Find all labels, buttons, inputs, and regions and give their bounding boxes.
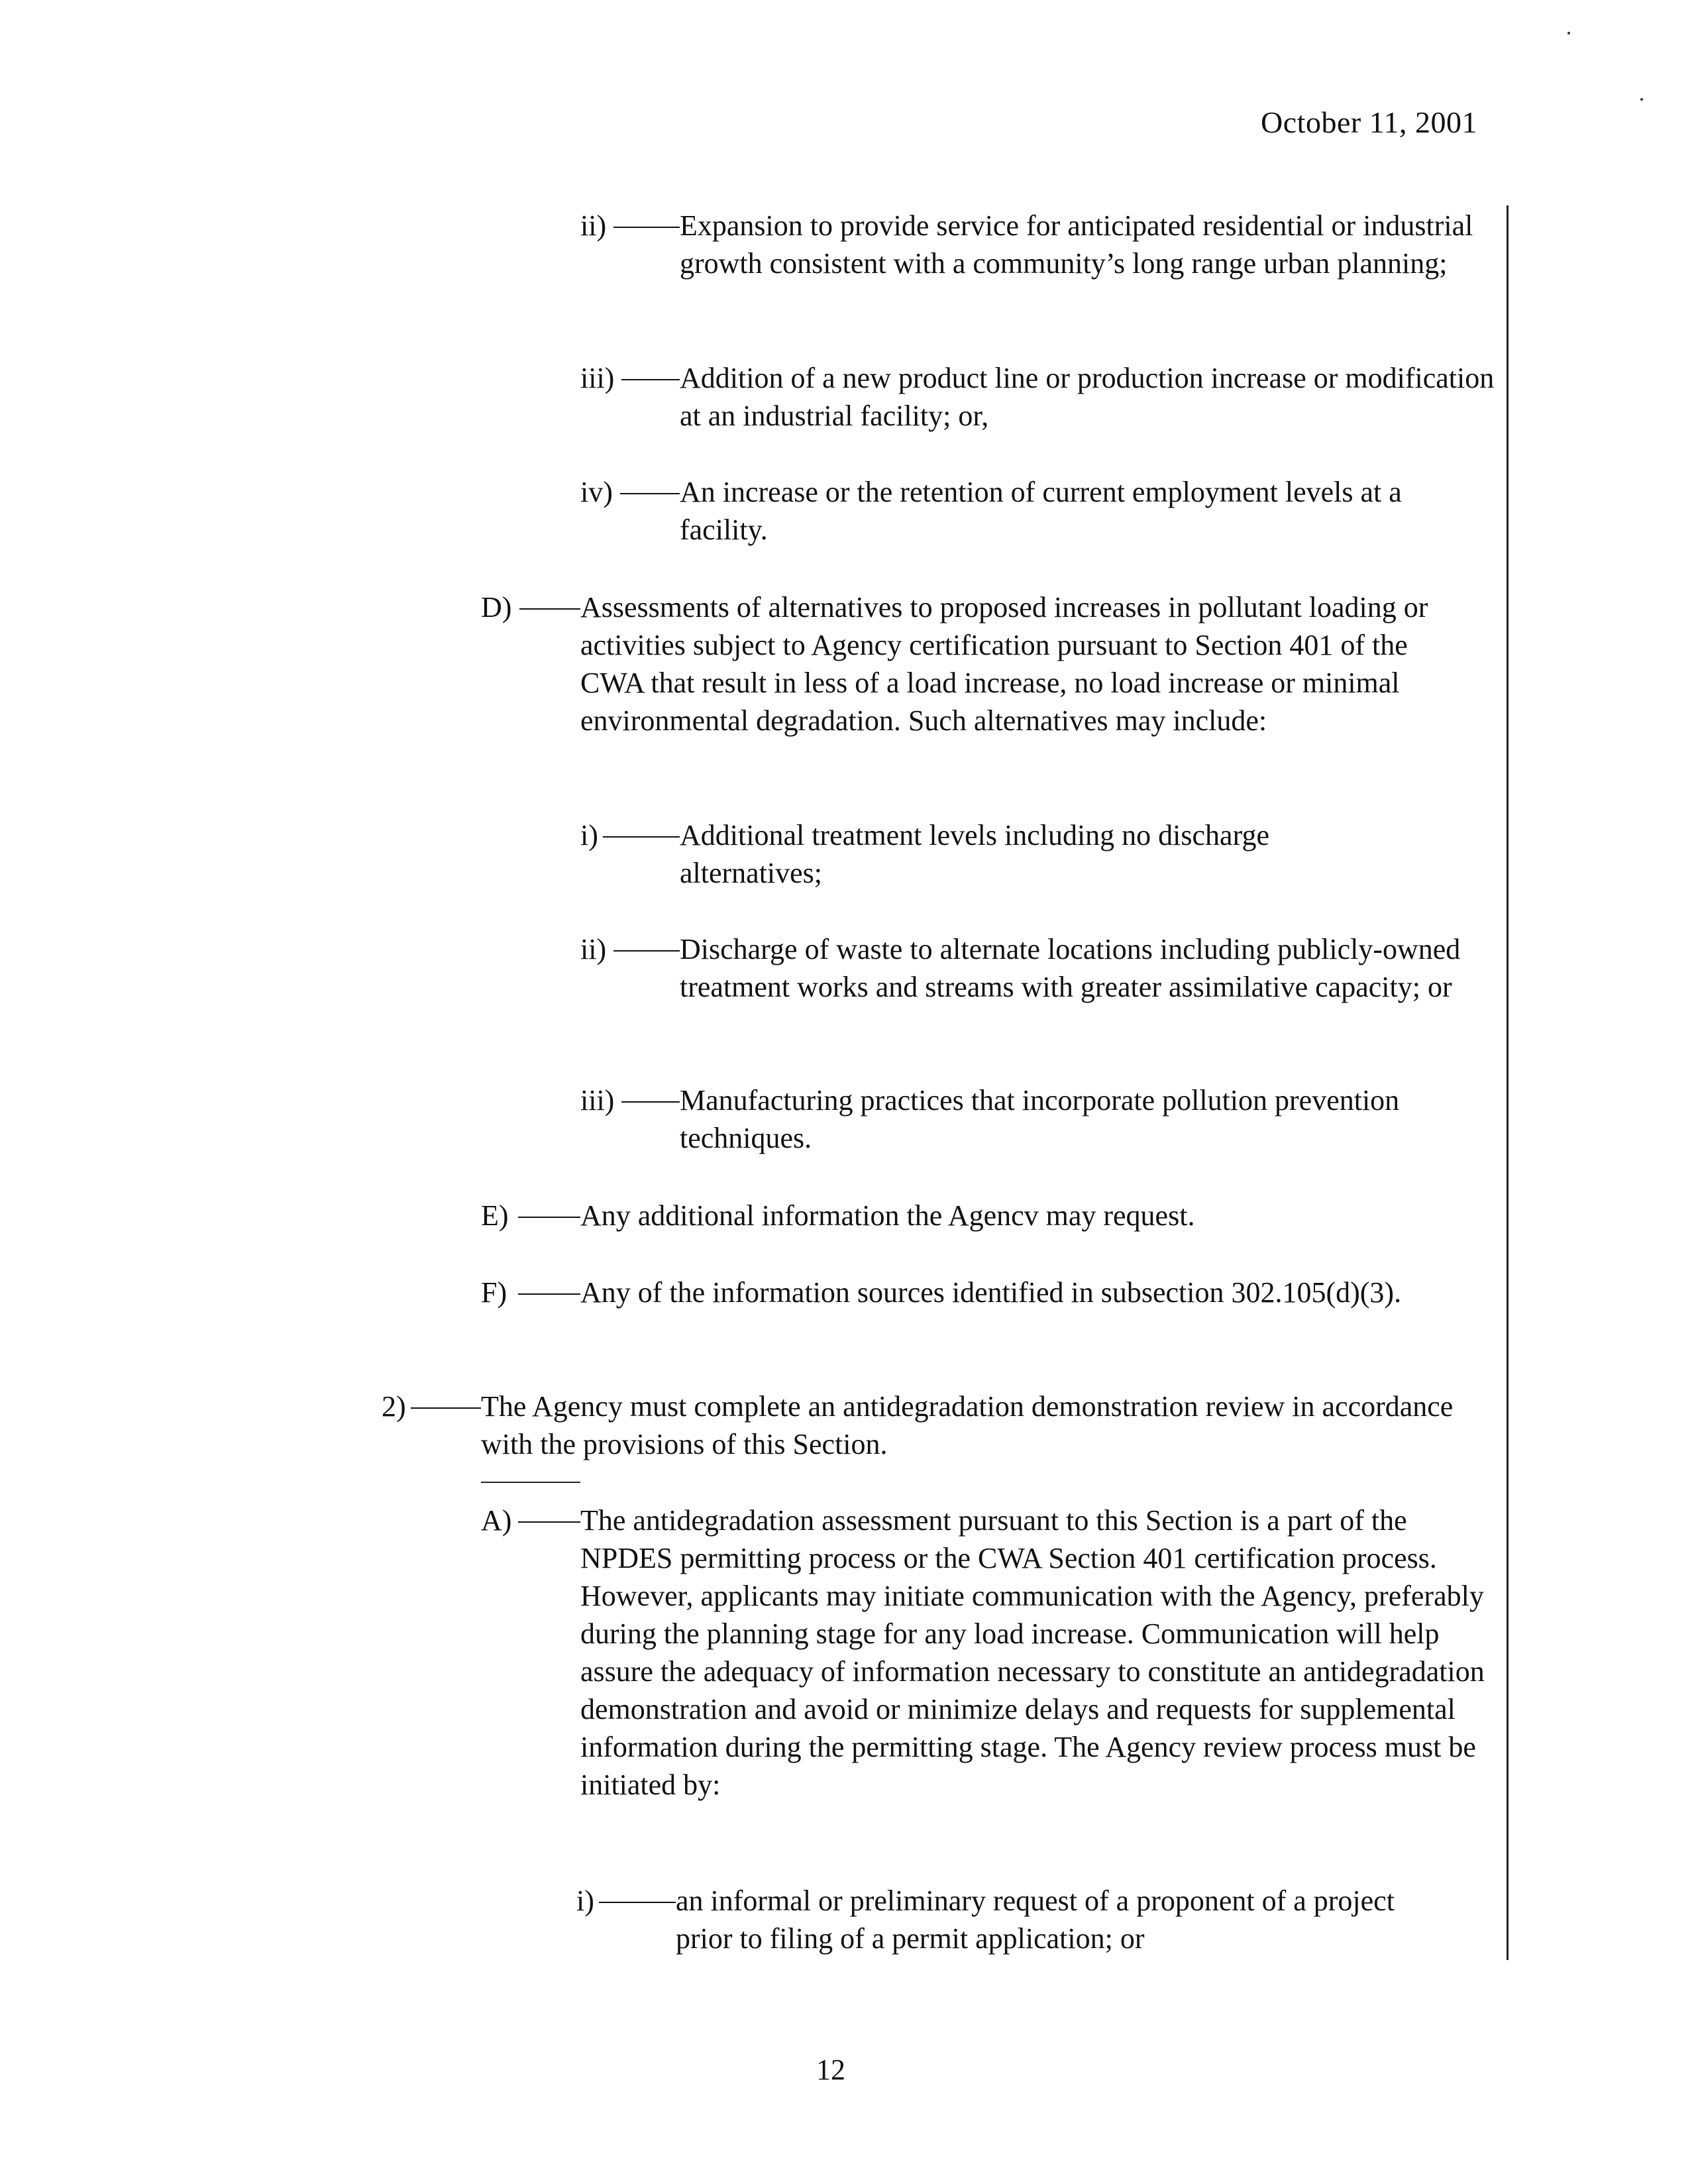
- list-item: [481, 588, 1495, 787]
- scan-speck: [1567, 32, 1570, 34]
- document-date: October 11, 2001: [1261, 105, 1477, 139]
- list-item: [382, 1388, 1501, 1467]
- marker-leader-line: [613, 227, 680, 228]
- item-marker: D): [481, 591, 512, 624]
- revision-change-bar: [1507, 205, 1509, 1960]
- item-marker: A): [481, 1504, 512, 1537]
- list-item: [481, 1502, 1501, 1853]
- item-marker: 2): [382, 1390, 406, 1423]
- list-item: [580, 473, 1488, 553]
- item-text: Any additional information the Agencv may request.: [580, 1199, 1195, 1232]
- marker-leader-line: [518, 1293, 580, 1295]
- item-text: Any of the information sources identified in subsection 302.105(d)(3).: [580, 1276, 1402, 1309]
- marker-leader-line: [519, 608, 580, 610]
- marker-leader-line: [518, 1217, 580, 1218]
- item-text: The antidegradation assessment pursuant to this Section is a part of the NPDES permitting process or the CWA Section 401 certification process. However, applicants may initiate communication with the Agency, preferably during the planning stage for any load increase. Communication will help assure the adequacy of information necessary to constitute an antidegradation demonstration and avoid or minimize delays and requests for supplemental information during the permitting stage. The Agency review process must be initiated by:: [580, 1504, 1485, 1801]
- item-marker: F): [481, 1276, 507, 1309]
- marker-leader-line: [599, 1902, 676, 1903]
- marker-leader-line: [613, 950, 680, 952]
- list-item: [481, 1197, 1495, 1236]
- item-text: Expansion to provide service for anticipated residential or industrial growth consistent with a community’s long range urban planning;: [680, 209, 1473, 280]
- item-text: an informal or preliminary request of a proponent of a project prior to filing of a permit application; or: [676, 1884, 1395, 1955]
- marker-leader-line: [620, 493, 680, 494]
- item-text: An increase or the retention of current employment levels at a facility.: [680, 476, 1402, 546]
- item-text: Discharge of waste to alternate locations including publicly-owned treatment works and streams with greater assimilative capacity; or: [680, 933, 1461, 1003]
- scan-speck: [1640, 98, 1643, 101]
- marker-leader-line: [621, 379, 680, 380]
- list-item: [580, 1081, 1488, 1161]
- marker-leader-line: [518, 1521, 580, 1523]
- item-marker: ii): [580, 933, 607, 965]
- section-divider: [481, 1482, 580, 1483]
- item-marker: i): [580, 819, 598, 851]
- marker-leader-line: [603, 836, 680, 838]
- item-marker: iii): [580, 362, 615, 394]
- item-text: Manufacturing practices that incorporate pollution prevention techniques.: [680, 1084, 1400, 1154]
- list-item: [481, 1274, 1495, 1353]
- item-text: Additional treatment levels including no discharge alternatives;: [680, 819, 1269, 889]
- list-item: [580, 816, 1488, 896]
- item-marker: iv): [580, 476, 613, 508]
- item-marker: iii): [580, 1084, 615, 1117]
- item-marker: i): [576, 1884, 594, 1917]
- list-item: [576, 1882, 1491, 1961]
- item-text: The Agency must complete an antidegradation demonstration review in accordance with the provisions of this Section.: [481, 1390, 1454, 1460]
- page-number: 12: [816, 2053, 845, 2086]
- marker-leader-line: [621, 1101, 680, 1103]
- marker-leader-line: [411, 1407, 481, 1409]
- item-text: Assessments of alternatives to proposed increases in pollutant loading or activities subject to Agency certification pursuant to Section 401 of the CWA that result in less of a load increase, no load increase or minimal environmental degradation. Such alternatives may include:: [580, 591, 1428, 737]
- item-text: Addition of a new product line or production increase or modification at an industrial facility; or,: [680, 362, 1495, 432]
- list-item: [580, 207, 1488, 326]
- list-item: [580, 359, 1495, 439]
- item-marker: E): [481, 1199, 509, 1232]
- item-marker: ii): [580, 209, 607, 242]
- list-item: [580, 930, 1488, 1050]
